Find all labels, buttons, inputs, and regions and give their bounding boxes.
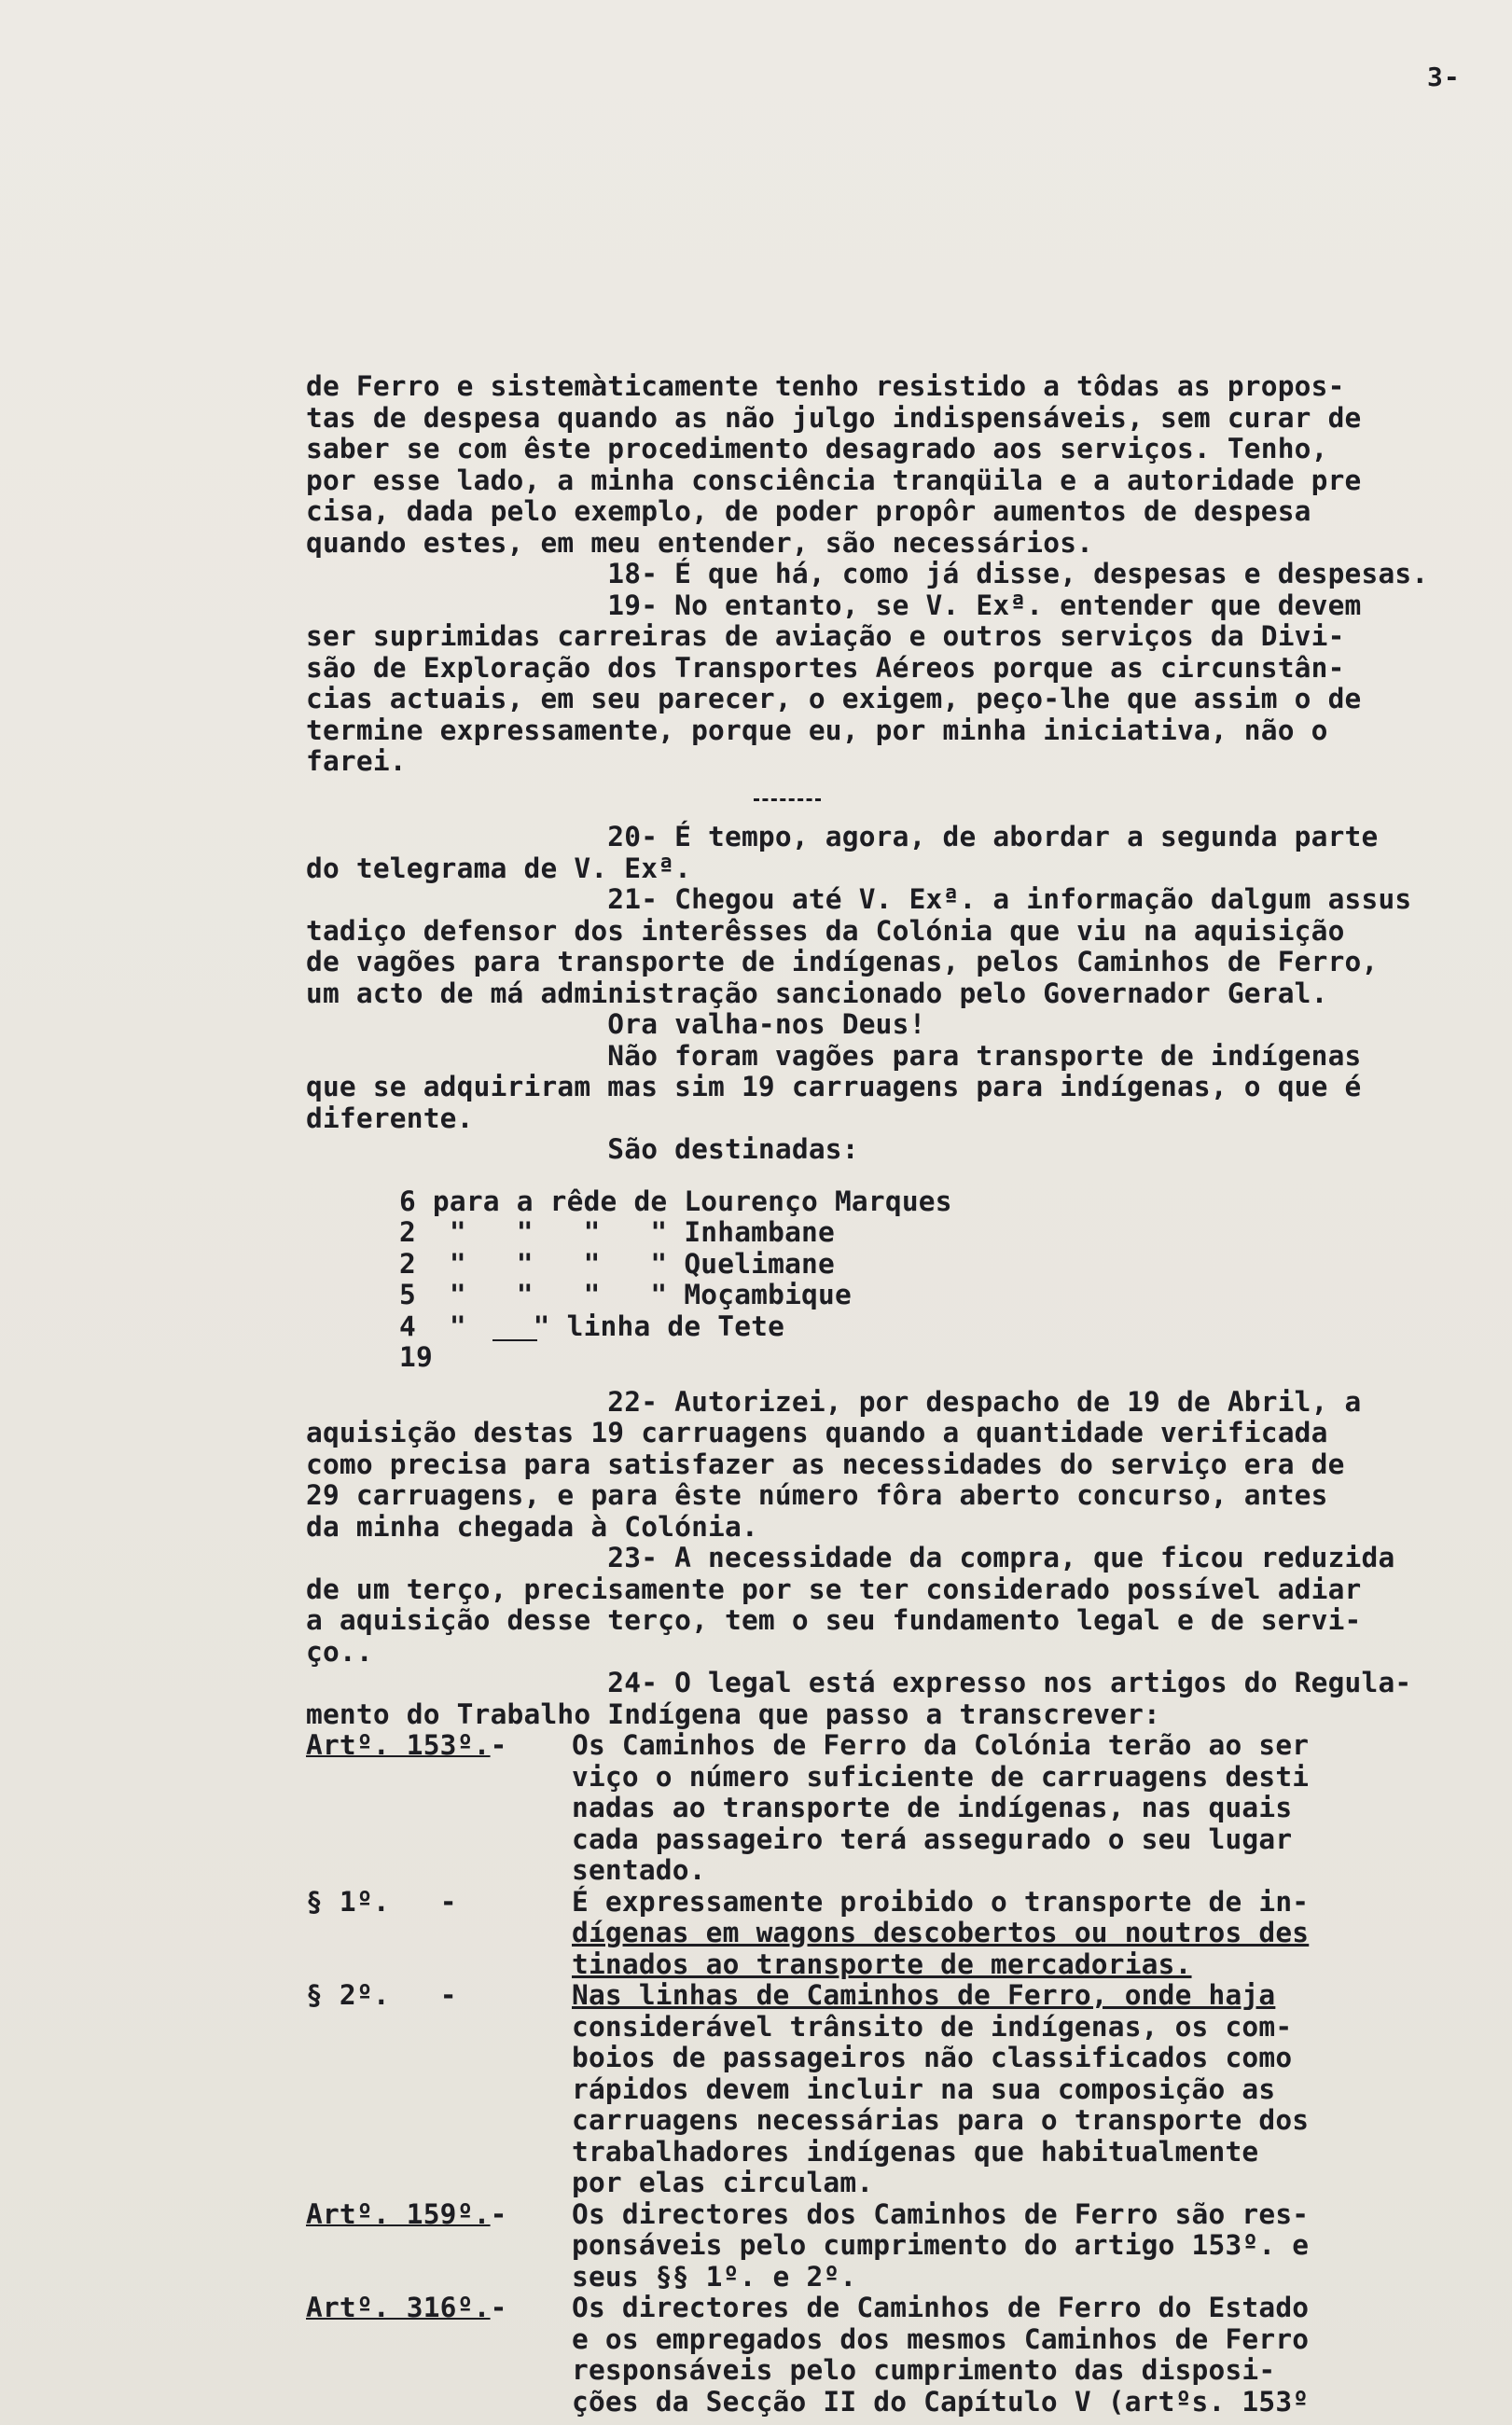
article-ref: § 2º. - xyxy=(306,1979,457,2011)
distribution-total: 19 xyxy=(399,1341,433,1373)
text-line: tas de despesa quando as não julgo indispensáveis, sem curar de xyxy=(306,401,1362,434)
article-line: e os empregados dos mesmos Caminhos de Ferro xyxy=(572,2322,1310,2355)
carriage-distribution-list xyxy=(399,1186,1491,1374)
article-line: nadas ao transporte de indígenas, nas quais xyxy=(572,1792,1293,1823)
article-line: ções da Secção II do Capítulo V (artºs. 153º xyxy=(572,2385,1310,2418)
paragraph-block-top xyxy=(306,371,1491,778)
article-153-paragraph-1 xyxy=(306,1887,1491,1981)
articles-transcription xyxy=(217,1730,1491,2418)
page-number: 3- xyxy=(1427,62,1461,92)
text-line: como precisa para satisfazer as necessidades do serviço era de xyxy=(306,1448,1345,1480)
separator-dashes xyxy=(754,798,821,801)
text-line: tadiço defensor dos interêsses da Colónia que viu na aquisição xyxy=(306,914,1345,947)
text-line: da minha chegada à Colónia. xyxy=(306,1510,758,1543)
article-line: viço o número suficiente de carruagens desti xyxy=(572,1760,1310,1793)
article-line: dígenas em wagons descobertos ou noutros des xyxy=(572,1917,1310,1948)
text-line: ser suprimidas carreiras de aviação e outros serviços da Divi- xyxy=(306,620,1345,652)
article-ref: § 1º. - xyxy=(306,1885,457,1918)
distribution-item: 2 " " " " Inhambane xyxy=(399,1216,835,1248)
article-line: Os directores de Caminhos de Ferro do Estado xyxy=(572,2292,1310,2323)
text-line: do telegrama de V. Exª. xyxy=(306,852,692,884)
article-text xyxy=(572,1887,1491,1981)
text-line: Ora valha-nos Deus! xyxy=(306,1008,926,1040)
text-line: farei. xyxy=(306,745,407,777)
article-text xyxy=(572,1730,1491,1887)
article-line: por elas circulam. xyxy=(572,2167,874,2198)
article-text xyxy=(572,1980,1491,2199)
article-line: Os directores dos Caminhos de Ferro são res- xyxy=(572,2197,1310,2230)
text-line: por esse lado, a minha consciência tranqüila e a autoridade pre xyxy=(306,464,1362,496)
article-line: tinados ao transporte de mercadorias. xyxy=(572,1947,1192,1980)
text-line: cias actuais, em seu parecer, o exigem, peço-lhe que assim o de xyxy=(306,683,1362,714)
distribution-item: 4 " " linha de Tete xyxy=(399,1311,1491,1343)
text-line: cisa, dada pelo exemplo, de poder propôr aumentos de despesa xyxy=(306,495,1311,527)
text-line: que se adquiriram mas sim 19 carruagens para indígenas, o que é xyxy=(306,1071,1362,1102)
article-text xyxy=(572,2293,1491,2418)
text-line: 18- É que há, como já disse, despesas e despesas. xyxy=(306,558,1429,589)
section-separator xyxy=(306,791,1491,823)
article-ref: Artº. 159º.- xyxy=(306,2197,507,2230)
article-line: Nas linhas de Caminhos de Ferro, onde haja xyxy=(572,1979,1276,2011)
article-159 xyxy=(306,2199,1491,2293)
text-line: de um terço, precisamente por se ter considerado possível adiar xyxy=(306,1573,1362,1605)
article-line: rápidos devem incluir na sua composição as xyxy=(572,2072,1276,2105)
typed-text-body xyxy=(306,371,1491,2418)
text-line: de vagões para transporte de indígenas, pelos Caminhos de Ferro, xyxy=(306,946,1379,977)
paragraph-block-after xyxy=(306,1387,1491,1731)
article-153 xyxy=(306,1730,1491,1887)
article-316 xyxy=(306,2293,1491,2418)
text-line: de Ferro e sistemàticamente tenho resistido a tôdas as propos- xyxy=(306,370,1345,402)
text-line: mento do Trabalho Indígena que passo a transcrever: xyxy=(306,1698,1160,1730)
distribution-item: 2 " " " " Quelimane xyxy=(399,1247,835,1280)
article-line: ponsáveis pelo cumprimento do artigo 153º. e xyxy=(572,2229,1310,2261)
article-ref: Artº. 316º.- xyxy=(306,2292,507,2323)
article-line: cada passageiro terá assegurado o seu lugar xyxy=(572,1822,1293,1855)
text-line: diferente. xyxy=(306,1102,474,1134)
article-line: boios de passageiros não classificados como xyxy=(572,2042,1293,2073)
text-line: 23- A necessidade da compra, que ficou reduzida xyxy=(306,1542,1395,1573)
text-line: saber se com êste procedimento desagrado aos serviços. Tenho, xyxy=(306,433,1328,464)
text-line: São destinadas: xyxy=(306,1133,859,1165)
text-line: aquisição destas 19 carruagens quando a quantidade verificada xyxy=(306,1417,1328,1448)
text-line: 24- O legal está expresso nos artigos do Regula- xyxy=(306,1667,1412,1698)
text-line: quando estes, em meu entender, são necessários. xyxy=(306,526,1094,559)
text-line: 20- É tempo, agora, de abordar a segunda parte xyxy=(306,821,1379,852)
text-line: 22- Autorizei, por despacho de 19 de Abril, a xyxy=(306,1385,1362,1418)
paragraph-block-mid xyxy=(306,822,1491,1166)
distribution-item: 5 " " " " Moçambique xyxy=(399,1279,852,1310)
text-line: são de Exploração dos Transportes Aéreos porque as circunstân- xyxy=(306,651,1345,684)
text-line: Não foram vagões para transporte de indígenas xyxy=(306,1039,1362,1072)
article-line: sentado. xyxy=(572,1854,706,1886)
article-line: Os Caminhos de Ferro da Colónia terão ao ser xyxy=(572,1729,1310,1761)
article-text xyxy=(572,2199,1491,2293)
text-line: 29 carruagens, e para êste número fôra aberto concurso, antes xyxy=(306,1479,1328,1511)
text-line: 19- No entanto, se V. Exª. entender que devem xyxy=(306,589,1362,621)
article-line: considerável trânsito de indígenas, os com- xyxy=(572,2010,1293,2043)
article-line: É expressamente proibido o transporte de in- xyxy=(572,1885,1310,1918)
text-line: a aquisição desse terço, tem o seu fundamento legal e de servi- xyxy=(306,1604,1362,1636)
article-line: seus §§ 1º. e 2º. xyxy=(572,2260,857,2293)
text-line: ço.. xyxy=(306,1635,373,1668)
article-line: responsáveis pelo cumprimento das disposi- xyxy=(572,2354,1276,2386)
text-line: termine expressamente, porque eu, por minha iniciativa, não o xyxy=(306,714,1328,746)
article-line: trabalhadores indígenas que habitualmente xyxy=(572,2135,1259,2168)
article-ref: Artº. 153º.- xyxy=(306,1729,507,1761)
article-line: carruagens necessárias para o transporte dos xyxy=(572,2104,1310,2136)
text-line: 21- Chegou até V. Exª. a informação dalgum assus xyxy=(306,883,1412,915)
text-line: um acto de má administração sancionado pelo Governador Geral. xyxy=(306,977,1328,1009)
article-153-paragraph-2 xyxy=(306,1980,1491,2199)
distribution-item: 6 para a rêde de Lourenço Marques xyxy=(399,1185,952,1217)
